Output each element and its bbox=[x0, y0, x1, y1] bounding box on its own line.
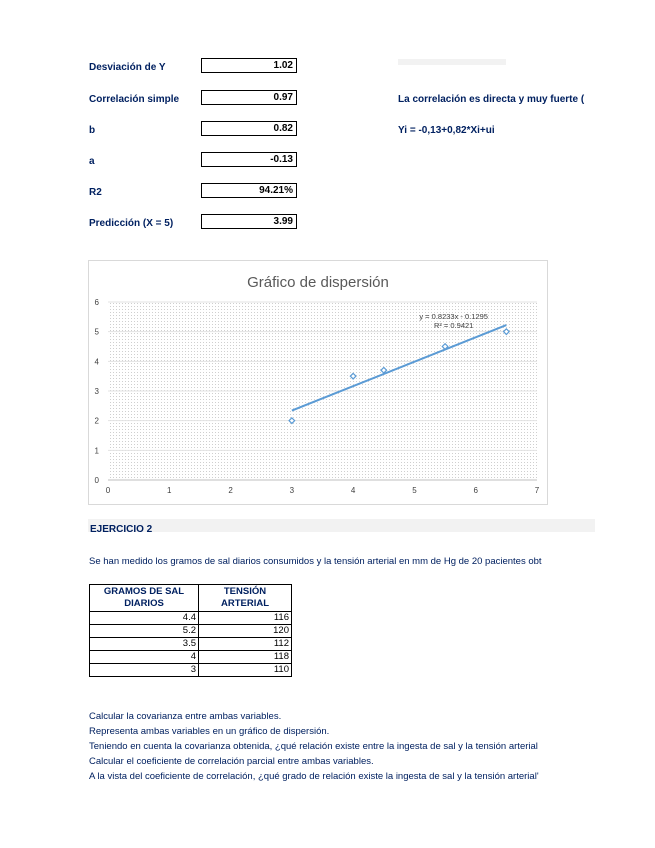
cell-salt[interactable]: 4 bbox=[90, 651, 199, 664]
column-header-pressure-line1: TENSIÓN bbox=[223, 586, 267, 597]
cell-pressure[interactable]: 112 bbox=[199, 638, 292, 651]
regression-equation: Yi = -0,13+0,82*Xi+ui bbox=[398, 125, 495, 136]
cell-salt[interactable]: 3.5 bbox=[90, 638, 199, 651]
table-row bbox=[90, 638, 292, 651]
cell-salt[interactable]: 3 bbox=[90, 664, 199, 677]
scatter-chart-svg bbox=[89, 261, 547, 504]
stat-label-b: b bbox=[89, 125, 96, 136]
column-header-pressure-line2: ARTERIAL bbox=[220, 598, 270, 609]
task-item-5: A la vista del coeficiente de correlación, ¿qué grado de relación existe la ingesta de sal y la tensión arterial' bbox=[89, 771, 539, 782]
stat-label-a: a bbox=[89, 156, 95, 167]
trendline-r2-label: R² = 0.9421 bbox=[433, 321, 474, 331]
y-tick-label: 1 bbox=[94, 446, 99, 456]
stat-label-r2: R2 bbox=[89, 187, 102, 198]
column-header-salt bbox=[90, 585, 199, 612]
table-row bbox=[90, 664, 292, 677]
table-row bbox=[90, 612, 292, 625]
task-item-1: Calcular la covarianza entre ambas variables. bbox=[89, 711, 282, 722]
cell-pressure[interactable]: 110 bbox=[199, 664, 292, 677]
y-tick-label: 5 bbox=[94, 327, 99, 337]
cell-pressure[interactable]: 116 bbox=[199, 612, 292, 625]
x-tick-label: 7 bbox=[534, 486, 540, 495]
data-table bbox=[89, 584, 292, 677]
x-tick-label: 6 bbox=[473, 486, 478, 495]
trendline-equation-label: y = 0.8233x - 0.1295 bbox=[419, 311, 488, 321]
y-tick-label: 6 bbox=[94, 298, 99, 307]
stat-value-prediction[interactable]: 3.99 bbox=[201, 214, 297, 229]
exercise-heading: EJERCICIO 2 bbox=[90, 524, 153, 535]
stat-label-correlation: Correlación simple bbox=[89, 94, 180, 105]
x-tick-label: 4 bbox=[350, 486, 356, 495]
task-item-3: Teniendo en cuenta la covarianza obtenida, ¿qué relación existe entre la ingesta de sal y la tensión arterial bbox=[89, 741, 538, 752]
stat-value-std-dev[interactable]: 1.02 bbox=[201, 58, 297, 73]
x-tick-label: 1 bbox=[167, 486, 172, 495]
task-item-2: Representa ambas variables en un gráfico de dispersión. bbox=[89, 726, 330, 737]
exercise-heading-bar bbox=[88, 519, 595, 535]
cell-salt[interactable]: 5.2 bbox=[90, 625, 199, 638]
task-item-4: Calcular el coeficiente de correlación parcial entre ambas variables. bbox=[89, 756, 374, 767]
scatter-chart[interactable] bbox=[88, 260, 548, 505]
y-tick-label: 2 bbox=[94, 416, 99, 426]
cell-pressure[interactable]: 120 bbox=[199, 625, 292, 638]
correlation-note: La correlación es directa y muy fuerte ( bbox=[398, 94, 585, 105]
y-tick-label: 4 bbox=[94, 357, 99, 367]
stat-value-r2[interactable]: 94.21% bbox=[201, 183, 297, 198]
stat-label-std-dev: Desviación de Y bbox=[89, 62, 166, 73]
stat-value-correlation[interactable]: 0.97 bbox=[201, 90, 297, 105]
column-header-pressure bbox=[199, 585, 292, 612]
chart-title: Gráfico de dispersión bbox=[247, 274, 389, 291]
table-row bbox=[90, 651, 292, 664]
x-tick-label: 3 bbox=[289, 486, 295, 495]
column-header-salt-line1: GRAMOS DE SAL bbox=[103, 586, 185, 597]
stat-value-b[interactable]: 0.82 bbox=[201, 121, 297, 136]
x-tick-label: 2 bbox=[228, 486, 233, 495]
table-row bbox=[90, 625, 292, 638]
y-tick-label: 0 bbox=[94, 476, 99, 485]
exercise-intro: Se han medido los gramos de sal diarios consumidos y la tensión arterial en mm de Hg de 20 pacientes obt bbox=[89, 556, 542, 567]
x-tick-label: 0 bbox=[105, 486, 111, 495]
column-header-salt-line2: DIARIOS bbox=[124, 598, 164, 609]
cell-salt[interactable]: 4.4 bbox=[90, 612, 199, 625]
stat-label-prediction: Predicción (X = 5) bbox=[89, 218, 174, 229]
y-tick-label: 3 bbox=[94, 387, 99, 396]
stat-value-a[interactable]: -0.13 bbox=[201, 152, 297, 167]
empty-cell-highlight bbox=[398, 59, 506, 65]
x-tick-label: 5 bbox=[412, 486, 417, 495]
cell-pressure[interactable]: 118 bbox=[199, 651, 292, 664]
